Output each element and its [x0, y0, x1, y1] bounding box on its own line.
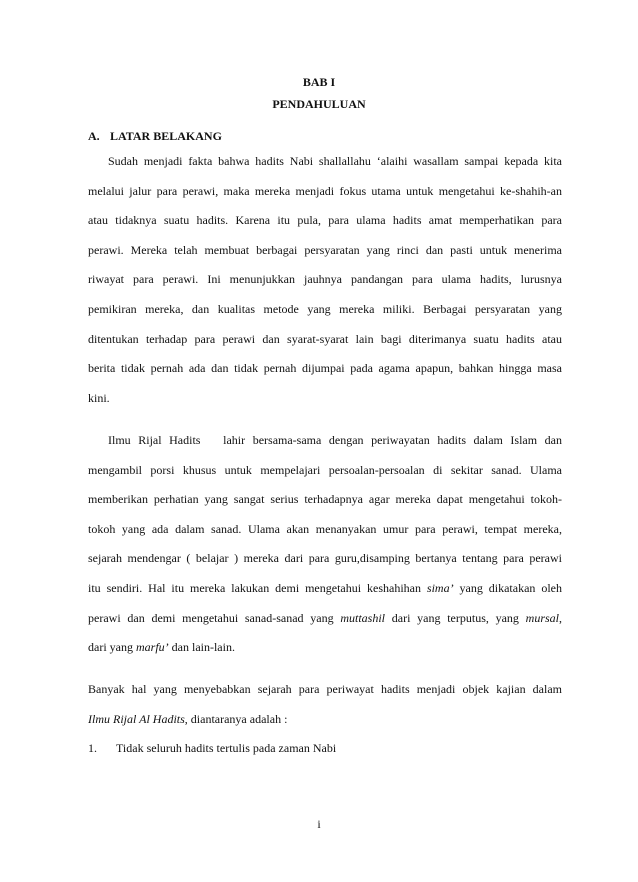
- paragraph-line: kini.: [88, 390, 110, 405]
- paragraph-line: perawi. Mereka telah membuat berbagai persyaratan yang rinci dan pasti untuk menerima: [88, 242, 562, 257]
- paragraph-line: Ilmu Rijal Hadits lahir bersama-sama dengan periwayatan hadits dalam Islam dan: [108, 433, 562, 447]
- paragraph-1: [88, 147, 562, 413]
- paragraph-line: memberikan perhatian yang sangat serius terhadapnya agar mereka dapat mengetahui tokoh-: [88, 492, 562, 507]
- paragraph-line: melalui jalur para perawi, maka mereka menjadi fokus utama untuk mengetahui ke-shahih-an: [88, 183, 562, 198]
- italic-term: marfu’: [135, 640, 169, 655]
- line-text: dari yang: [88, 640, 136, 655]
- section-heading: [88, 129, 222, 143]
- paragraph-line: [88, 604, 562, 634]
- paragraph-line: Banyak hal yang menyebabkan sejarah para periwayat hadits menjadi objek kajian dalam: [88, 682, 562, 696]
- paragraph-line: atau tidaknya suatu hadits. Karena itu pula, para ulama hadits amat memperhatikan para: [88, 213, 562, 228]
- paragraph-line: mengambil porsi khusus untuk mempelajari persoalan-persoalan di sekitar sanad. Ulama: [88, 462, 562, 477]
- section-title: LATAR BELAKANG: [110, 129, 222, 143]
- list-item-number: 1.: [88, 741, 97, 755]
- line-text: ,: [559, 610, 562, 625]
- list-item-text: Tidak seluruh hadits tertulis pada zaman Nabi: [116, 741, 337, 755]
- paragraph-line: Sudah menjadi fakta bahwa hadits Nabi shallallahu ‘alaihi wasallam sampai kepada kita: [108, 154, 562, 168]
- italic-term: mursal: [525, 610, 560, 625]
- paragraph-3: [88, 675, 562, 734]
- paragraph-line: berita tidak pernah ada dan tidak pernah dijumpai pada agama apapun, bahkan hingga masa: [88, 361, 562, 376]
- paragraph-2: [88, 426, 562, 663]
- paragraph-line: [88, 633, 562, 663]
- paragraph-line: tokoh yang ada dalam sanad. Ulama akan menanyakan umur para perawi, tempat mereka,: [88, 521, 562, 536]
- paragraph-line: riwayat para perawi. Ini menunjukkan jauhnya pandangan para ulama hadits, lurusnya: [88, 272, 562, 287]
- paragraph-line: ditentukan terhadap para perawi dan syarat-syarat lain bagi diterimanya suatu hadits atau: [88, 331, 562, 346]
- paragraph-line: [88, 574, 562, 604]
- line-text: , diantaranya adalah :: [184, 711, 288, 726]
- chapter-title: PENDAHULUAN: [272, 97, 366, 111]
- section-number: A.: [88, 129, 100, 143]
- line-text: dan lain-lain.: [168, 640, 235, 655]
- italic-term: Ilmu Rijal Al Hadits: [88, 711, 185, 726]
- paragraph-line: [88, 705, 562, 735]
- line-text: itu sendiri. Hal itu mereka lakukan demi mengetahui keshahihan: [88, 580, 427, 595]
- line-text: yang dikatakan oleh: [453, 580, 562, 595]
- italic-term: muttashil: [340, 610, 386, 625]
- page-number: i: [317, 817, 321, 831]
- chapter-number: BAB I: [302, 75, 336, 89]
- line-text: dari yang terputus, yang: [385, 610, 526, 625]
- list-item: [88, 741, 336, 755]
- italic-term: sima’: [426, 580, 454, 595]
- paragraph-line: sejarah mendengar ( belajar ) mereka dari para guru,disamping bertanya tentang para perawi: [88, 551, 562, 566]
- line-text: perawi dan demi mengetahui sanad-sanad yang: [88, 610, 341, 625]
- paragraph-line: pemikiran mereka, dan kualitas metode yang mereka miliki. Berbagai persyaratan yang: [88, 301, 562, 316]
